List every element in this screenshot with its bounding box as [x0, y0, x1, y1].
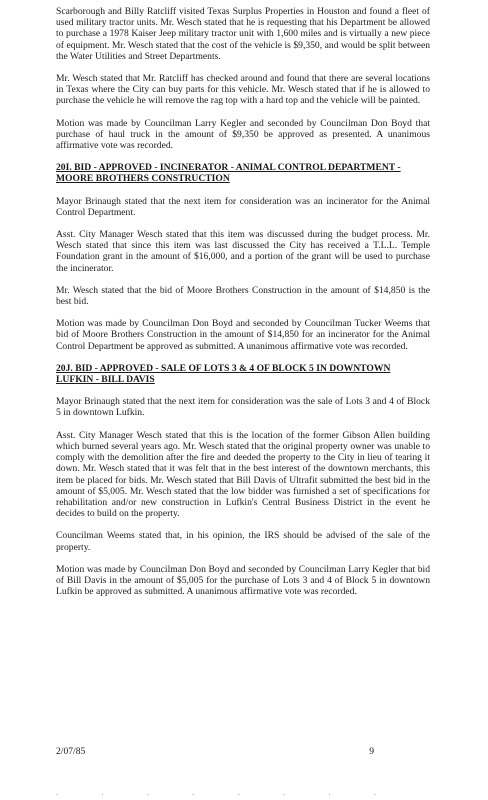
scan-dot: .	[192, 788, 195, 797]
body-paragraph: Motion was made by Councilman Don Boyd and seconded by Councilman Larry Kegler that bid of Bill Davis in the amount of $5,005 for the purchase of Lots 3 and 4 of Block 5 in downtown Lufkin be approved as submitted. A unanimous affirmative vote was recorded.	[56, 563, 430, 598]
document-body	[56, 6, 430, 608]
body-paragraph: Motion was made by Councilman Don Boyd and seconded by Councilman Tucker Weems that bid of Moore Brothers Construction in the amount of $14,850 for an incinerator for the Animal Control Department be approved as submitted. A unanimous affirmative vote was recorded.	[56, 318, 430, 352]
section-heading: 20I. BID - APPROVED - INCINERATOR - ANIMAL CONTROL DEPARTMENT - MOORE BROTHERS CONSTRUCTION	[56, 162, 401, 185]
body-paragraph: Mr. Wesch stated that the bid of Moore Brothers Construction in the amount of $14,850 is the best bid.	[56, 284, 430, 308]
body-paragraph: Scarborough and Billy Ratcliff visited Texas Surplus Properties in Houston and found a fleet of used military tractor units. Mr. Wesch stated that he is requesting that his Department be allowed to purchase a 1978 Kaiser Jeep military tractor unit with 1,600 miles and is virtually a new piece of equipment. Mr. Wesch stated that the cost of the vehicle is $9,350, and would be split between the Water Utilities and Street Departments.	[56, 6, 430, 62]
body-paragraph: Motion was made by Councilman Larry Kegler and seconded by Councilman Don Boyd that purchase of haul truck in the amount of $9,350 be approved as presented. A unanimous affirmative vote was recorded.	[56, 117, 430, 152]
body-paragraph: Asst. City Manager Wesch stated that this item was discussed during the budget process. Mr. Wesch stated that since this item was last discussed the City has received a T.L.L. Temple Foundation grant in the amount of $16,000, and a portion of the grant will be used to purchase the incinerator.	[56, 229, 430, 274]
scan-dot: .	[283, 788, 286, 797]
body-paragraph: Asst. City Manager Wesch stated that this is the location of the former Gibson Allen building which burned several years ago. Mr. Wesch stated that the original property owner was unable to comply with the demolition after the fire and deeded the property to the City in lieu of tearing it down. Mr. Wesch stated that it was felt that in the best interest of the downtown merchants, this item be placed for bids. Mr. Wesch stated that Bill Davis of Ultrafit submitted the best bid in the amount of $5,005. Mr. Wesch stated that the low bidder was furnished a set of specifications for rehabilitation and/or new construction in Lufkin's Central Business District in the event he decides to build on the property.	[56, 429, 430, 520]
scan-dot: .	[101, 788, 104, 797]
scan-dot: .	[56, 788, 58, 797]
body-paragraph: Mayor Brinaugh stated that the next item for consideration was an incinerator for the Animal Control Department.	[56, 195, 430, 218]
scan-dot: .	[373, 788, 376, 797]
footer-date: 2/07/85	[56, 746, 86, 757]
scan-dot: .	[237, 788, 240, 797]
body-paragraph: Mr. Wesch stated that Mr. Ratcliff has checked around and found that there are several locations in Texas where the City can buy parts for this vehicle. Mr. Wesch stated that if he is allowed to purchase the vehicle he will remove the rag top with a hard top and the vehicle will be painted.	[56, 73, 430, 107]
page-number: 9	[369, 746, 374, 757]
body-paragraph: Mayor Brinaugh stated that the next item for consideration was the sale of Lots 3 and 4 of Block 5 in downtown Lufkin.	[56, 396, 430, 419]
body-paragraph: Councilman Weems stated that, in his opinion, the IRS should be advised of the sale of the property.	[56, 530, 430, 553]
section-heading: 20J. BID - APPROVED - SALE OF LOTS 3 & 4 OF BLOCK 5 IN DOWNTOWN LUFKIN - BILL DAVIS	[56, 362, 391, 386]
page-footer	[56, 746, 374, 757]
scan-dots	[56, 788, 376, 797]
scan-dot: .	[328, 788, 331, 797]
scan-dot: .	[146, 788, 149, 797]
